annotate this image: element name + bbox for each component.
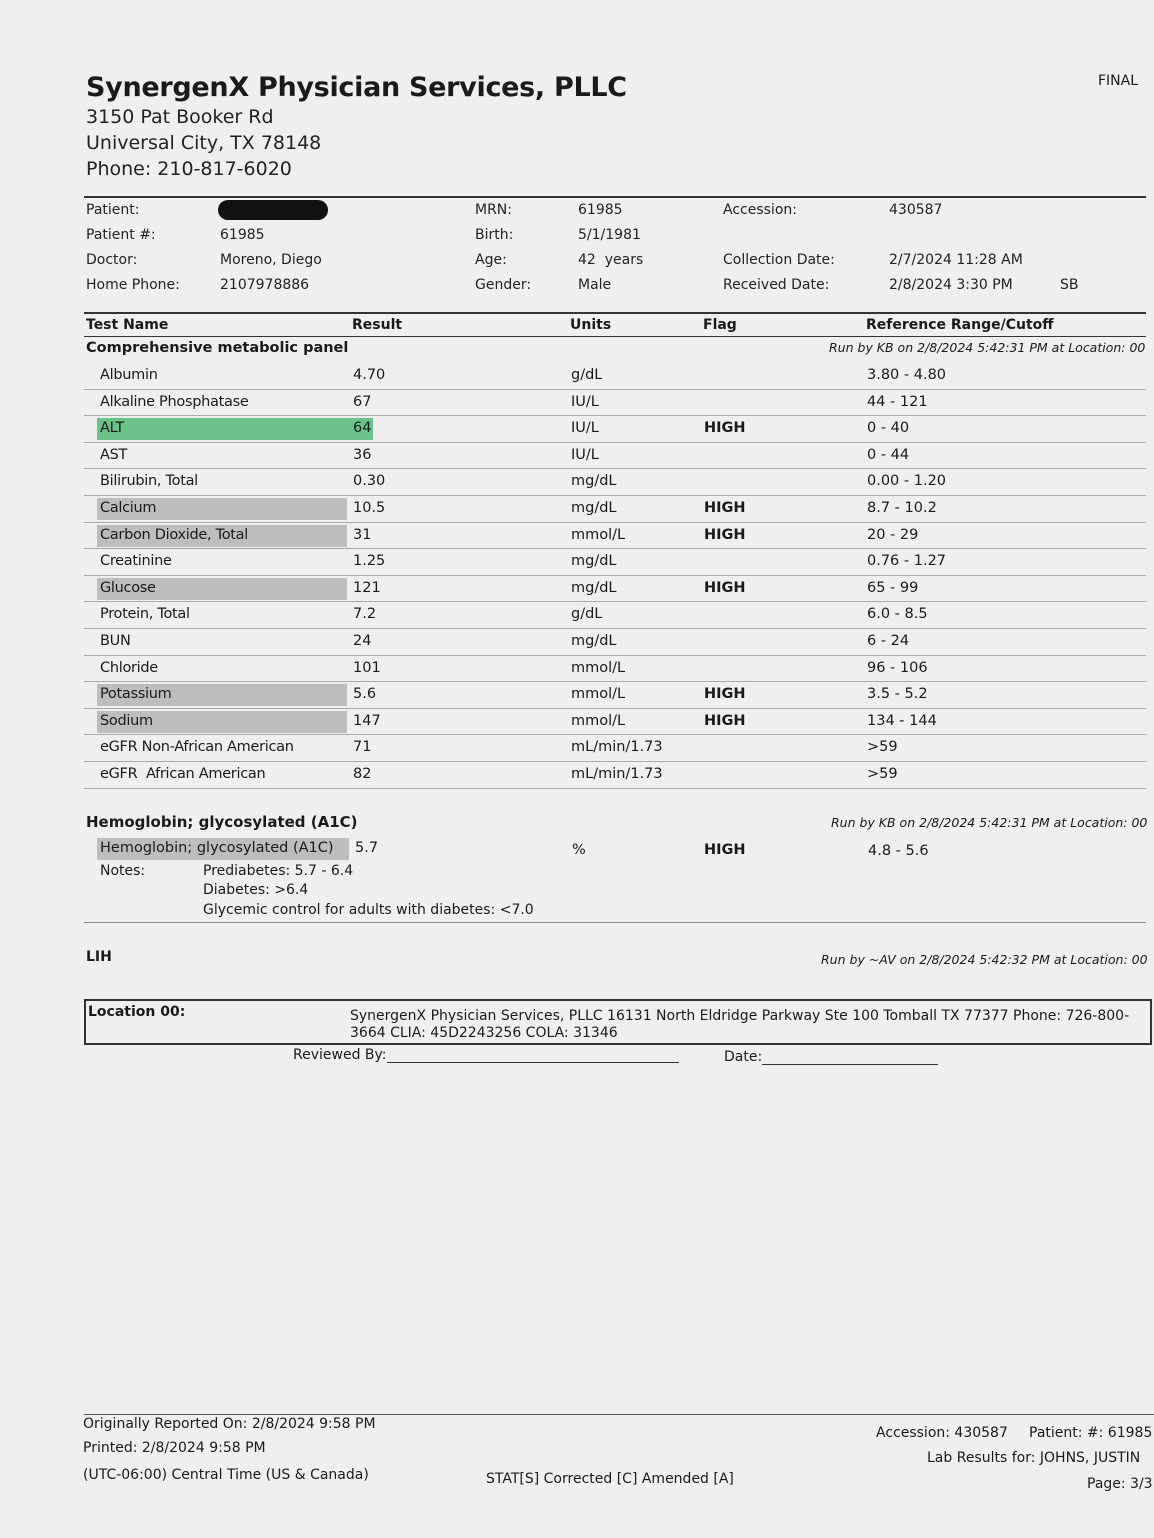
units-cell: g/dL — [571, 367, 603, 383]
redacted-patient-name — [218, 200, 328, 220]
flag-cell: HIGH — [704, 526, 746, 543]
page-number: Page: 3/3 — [1087, 1476, 1153, 1492]
age-value: 42 years — [578, 252, 644, 268]
gender-label: Gender: — [475, 277, 532, 293]
units-cell: mg/dL — [571, 553, 617, 570]
units-cell: mmol/L — [571, 712, 626, 729]
company-name: SynergenX Physician Services, PLLC — [86, 72, 627, 103]
reference-cell: 134 - 144 — [867, 712, 937, 729]
columns-top-divider — [84, 312, 1146, 314]
row-divider — [84, 389, 1146, 390]
footer-divider — [84, 1414, 1154, 1415]
accession-label: Accession: — [723, 202, 797, 218]
birth-label: Birth: — [475, 227, 514, 243]
review-date-label: Date: — [724, 1049, 763, 1065]
result-cell: 31 — [353, 526, 372, 543]
note-diabetes: Diabetes: >6.4 — [203, 882, 309, 898]
test-name-cell: Alkaline Phosphatase — [100, 393, 249, 410]
test-name-cell: ALT — [100, 420, 124, 437]
row-divider — [84, 655, 1146, 656]
flag-cell: HIGH — [704, 420, 746, 437]
reviewed-by-line — [387, 1048, 679, 1063]
result-cell: 64 — [353, 420, 372, 437]
flag-cell: HIGH — [704, 500, 746, 516]
a1c-section-title: Hemoglobin; glycosylated (A1C) — [86, 813, 358, 831]
test-name-cell: Creatinine — [100, 553, 172, 570]
reference-cell: 3.5 - 5.2 — [867, 686, 928, 703]
doctor-name: Moreno, Diego — [220, 252, 322, 268]
test-name-cell: Albumin — [100, 367, 158, 383]
result-cell: 4.70 — [353, 367, 386, 383]
row-divider — [84, 442, 1146, 443]
row-divider — [84, 548, 1146, 549]
mrn-label: MRN: — [475, 202, 512, 218]
reference-cell: 0 - 44 — [867, 446, 910, 463]
review-date-line — [762, 1050, 938, 1065]
flag-cell: HIGH — [704, 579, 746, 596]
row-divider — [84, 522, 1146, 523]
units-cell: IU/L — [571, 446, 599, 463]
reference-cell: 0.00 - 1.20 — [867, 473, 947, 490]
result-cell: 10.5 — [353, 500, 386, 516]
result-cell: 1.25 — [353, 553, 386, 570]
units-cell: IU/L — [571, 393, 599, 410]
age-label: Age: — [475, 252, 507, 268]
column-reference-range: Reference Range/Cutoff — [866, 317, 1054, 333]
patient-number-label: Patient #: — [86, 227, 156, 243]
abnormal-highlight — [97, 418, 373, 440]
printed-date: Printed: 2/8/2024 9:58 PM — [83, 1440, 266, 1456]
home-phone: 2107978886 — [220, 277, 310, 293]
columns-bottom-divider — [84, 336, 1146, 337]
lab-results-for: Lab Results for: JOHNS, JUSTIN — [927, 1450, 1141, 1466]
reference-cell: 0 - 40 — [867, 420, 910, 437]
units-cell: mL/min/1.73 — [571, 766, 663, 782]
units-cell: IU/L — [571, 420, 599, 437]
result-cell: 5.6 — [353, 686, 377, 703]
units-cell: g/dL — [571, 606, 603, 623]
timezone: (UTC-06:00) Central Time (US & Canada) — [83, 1467, 369, 1483]
notes-label: Notes: — [100, 863, 146, 879]
cmp-section-title: Comprehensive metabolic panel — [86, 340, 349, 356]
row-divider — [84, 708, 1146, 709]
gender-value: Male — [578, 277, 612, 293]
a1c-units: % — [572, 842, 586, 858]
test-name-cell: Glucose — [100, 579, 156, 596]
units-cell: mg/dL — [571, 500, 617, 516]
test-name-cell: Sodium — [100, 712, 153, 729]
reference-cell: >59 — [867, 766, 898, 782]
note-prediabetes: Prediabetes: 5.7 - 6.4 — [203, 863, 354, 879]
row-divider — [84, 788, 1146, 789]
reviewed-by-label: Reviewed By: — [293, 1047, 387, 1063]
doctor-label: Doctor: — [86, 252, 138, 268]
test-name-cell: Protein, Total — [100, 606, 190, 623]
test-name-cell: Carbon Dioxide, Total — [100, 526, 248, 543]
lih-title: LIH — [86, 949, 112, 965]
reference-cell: 3.80 - 4.80 — [867, 367, 947, 383]
reference-cell: 96 - 106 — [867, 659, 928, 676]
column-flag: Flag — [703, 317, 737, 333]
row-divider — [84, 415, 1146, 416]
row-divider — [84, 628, 1146, 629]
test-name-cell: AST — [100, 446, 128, 463]
a1c-flag: HIGH — [704, 842, 746, 858]
result-cell: 24 — [353, 633, 372, 649]
units-cell: mmol/L — [571, 659, 626, 676]
reference-cell: 44 - 121 — [867, 393, 928, 410]
flag-cell: HIGH — [704, 686, 746, 703]
units-cell: mL/min/1.73 — [571, 739, 663, 756]
received-code: SB — [1060, 277, 1079, 293]
test-name-cell: Potassium — [100, 686, 172, 703]
reference-cell: 6.0 - 8.5 — [867, 606, 928, 623]
test-name-cell: Calcium — [100, 500, 157, 516]
received-date: 2/8/2024 3:30 PM — [889, 277, 1013, 293]
location-label: Location 00: — [88, 1004, 186, 1020]
column-result: Result — [352, 317, 403, 333]
test-name-cell: eGFR African American — [100, 766, 266, 782]
column-test-name: Test Name — [86, 317, 169, 333]
header-divider — [84, 196, 1146, 198]
lih-run-by: Run by ~AV on 2/8/2024 5:42:32 PM at Location: 00 — [821, 952, 1148, 967]
received-date-label: Received Date: — [723, 277, 830, 293]
flag-cell: HIGH — [704, 712, 746, 729]
units-cell: mg/dL — [571, 473, 617, 490]
result-cell: 67 — [353, 393, 372, 410]
test-name-cell: Bilirubin, Total — [100, 473, 198, 490]
result-cell: 147 — [353, 712, 381, 729]
a1c-test-name: Hemoglobin; glycosylated (A1C) — [100, 840, 334, 856]
footer-accession: Accession: 430587 — [876, 1425, 1008, 1441]
row-divider — [84, 601, 1146, 602]
company-phone: Phone: 210-817-6020 — [86, 158, 292, 180]
originally-reported: Originally Reported On: 2/8/2024 9:58 PM — [83, 1416, 376, 1432]
reference-cell: 0.76 - 1.27 — [867, 553, 947, 570]
company-address-line1: 3150 Pat Booker Rd — [86, 106, 274, 128]
location-address-line1: SynergenX Physician Services, PLLC 16131 North Eldridge Parkway Ste 100 Tomball TX 77377 Phone: 726-800- — [350, 1008, 1130, 1024]
reviewed-by — [293, 1047, 679, 1063]
row-divider — [84, 734, 1146, 735]
reference-cell: 6 - 24 — [867, 633, 910, 649]
units-cell: mmol/L — [571, 526, 626, 543]
collection-date: 2/7/2024 11:28 AM — [889, 252, 1023, 268]
footer-patient-number: Patient: #: 61985 — [1029, 1425, 1153, 1441]
collection-date-label: Collection Date: — [723, 252, 835, 268]
column-units: Units — [570, 317, 612, 333]
mrn-value: 61985 — [578, 202, 623, 218]
result-cell: 121 — [353, 579, 381, 596]
a1c-reference: 4.8 - 5.6 — [868, 843, 929, 859]
note-glycemic-control: Glycemic control for adults with diabetes: <7.0 — [203, 902, 534, 918]
result-cell: 7.2 — [353, 606, 377, 623]
row-divider — [84, 468, 1146, 469]
test-name-cell: Chloride — [100, 659, 158, 676]
result-cell: 0.30 — [353, 473, 386, 490]
location-address-line2: 3664 CLIA: 45D2243256 COLA: 31346 — [350, 1025, 618, 1041]
cmp-run-by: Run by KB on 2/8/2024 5:42:31 PM at Location: 00 — [829, 340, 1146, 355]
report-status: FINAL — [1098, 73, 1139, 89]
row-divider — [84, 575, 1146, 576]
status-legend: STAT[S] Corrected [C] Amended [A] — [486, 1471, 734, 1487]
home-phone-label: Home Phone: — [86, 277, 180, 293]
a1c-run-by: Run by KB on 2/8/2024 5:42:31 PM at Location: 00 — [831, 815, 1148, 830]
units-cell: mmol/L — [571, 686, 626, 703]
units-cell: mg/dL — [571, 579, 617, 596]
result-cell: 82 — [353, 766, 372, 782]
result-cell: 101 — [353, 659, 381, 676]
units-cell: mg/dL — [571, 633, 617, 649]
row-divider — [84, 681, 1146, 682]
reference-cell: 20 - 29 — [867, 526, 919, 543]
reference-cell: 65 - 99 — [867, 579, 919, 596]
birth-value: 5/1/1981 — [578, 227, 641, 243]
a1c-result: 5.7 — [355, 840, 379, 856]
patient-number: 61985 — [220, 227, 265, 243]
result-cell: 36 — [353, 446, 372, 463]
test-name-cell: BUN — [100, 633, 131, 649]
reference-cell: 8.7 - 10.2 — [867, 500, 937, 516]
row-divider — [84, 495, 1146, 496]
review-date — [724, 1049, 938, 1065]
a1c-divider — [84, 922, 1146, 923]
company-address-line2: Universal City, TX 78148 — [86, 132, 322, 154]
row-divider — [84, 761, 1146, 762]
result-cell: 71 — [353, 739, 372, 756]
patient-label: Patient: — [86, 202, 140, 218]
test-name-cell: eGFR Non-African American — [100, 739, 294, 756]
reference-cell: >59 — [867, 739, 898, 756]
accession-value: 430587 — [889, 202, 943, 218]
